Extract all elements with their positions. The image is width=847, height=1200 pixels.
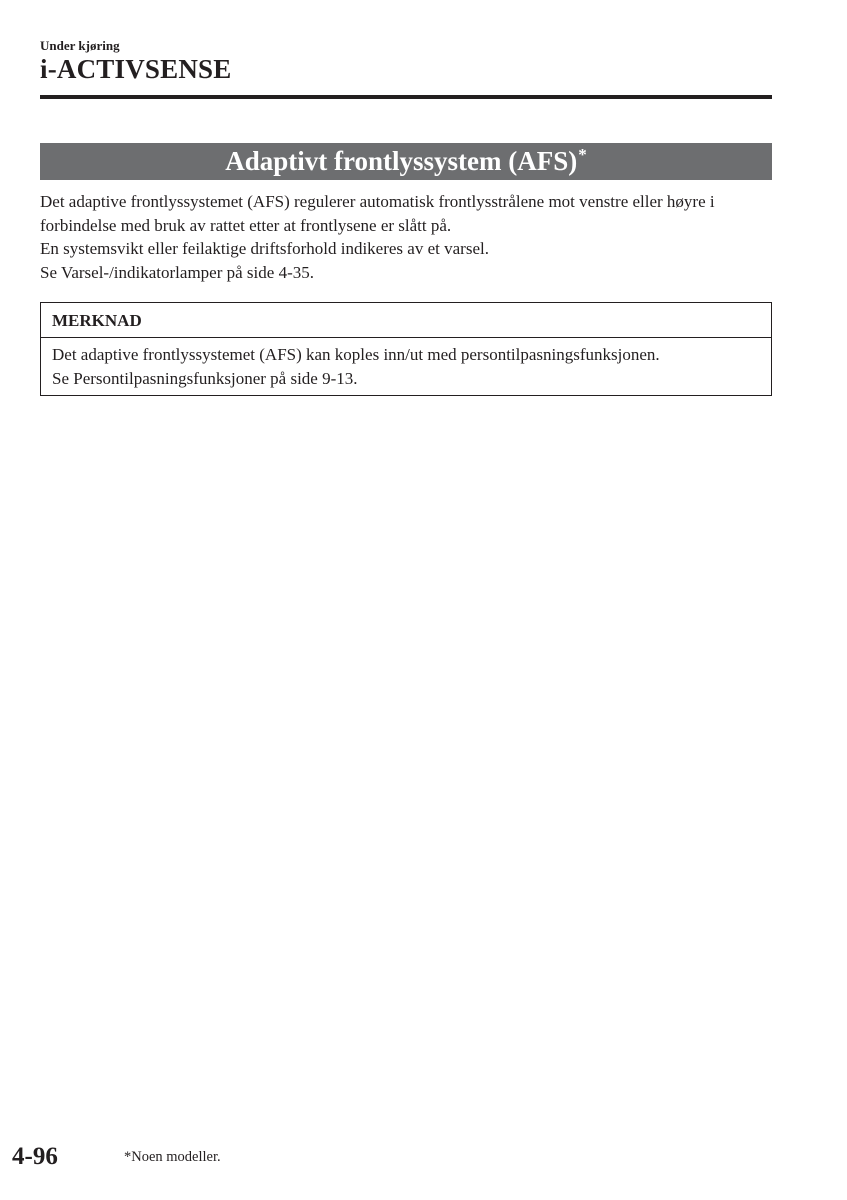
- note-cross-reference: Se Persontilpasningsfunksjoner på side 9-13.: [52, 368, 358, 388]
- note-title: MERKNAD: [41, 303, 771, 338]
- section-label: Under kjøring: [40, 38, 120, 53]
- footnote: *Noen modeller.: [124, 1149, 221, 1165]
- note-line: Det adaptive frontlyssystemet (AFS) kan koples inn/ut med persontilpasningsfunksjonen.: [52, 345, 660, 364]
- page-number: 4-96: [12, 1143, 58, 1170]
- note-box: [40, 302, 772, 396]
- chapter-title: i-ACTIVSENSE: [40, 54, 232, 84]
- note-body: [41, 338, 771, 390]
- cross-reference: Se Varsel-/indikatorlamper på side 4-35.: [40, 262, 314, 282]
- paragraph: En systemsvikt eller feilaktige driftsforhold indikeres av et varsel.: [40, 239, 489, 258]
- paragraph: Det adaptive frontlyssystemet (AFS) regulerer automatisk frontlysstrålene mot venstre eller høyre i forbindelse med bruk av rattet etter at frontlysene er slått på.: [40, 192, 715, 235]
- header-rule: [40, 95, 772, 99]
- body-text: [40, 190, 775, 284]
- section-heading-text: Adaptivt frontlyssystem (AFS): [225, 146, 578, 176]
- section-heading: [40, 143, 772, 180]
- heading-footnote-marker: *: [578, 145, 587, 164]
